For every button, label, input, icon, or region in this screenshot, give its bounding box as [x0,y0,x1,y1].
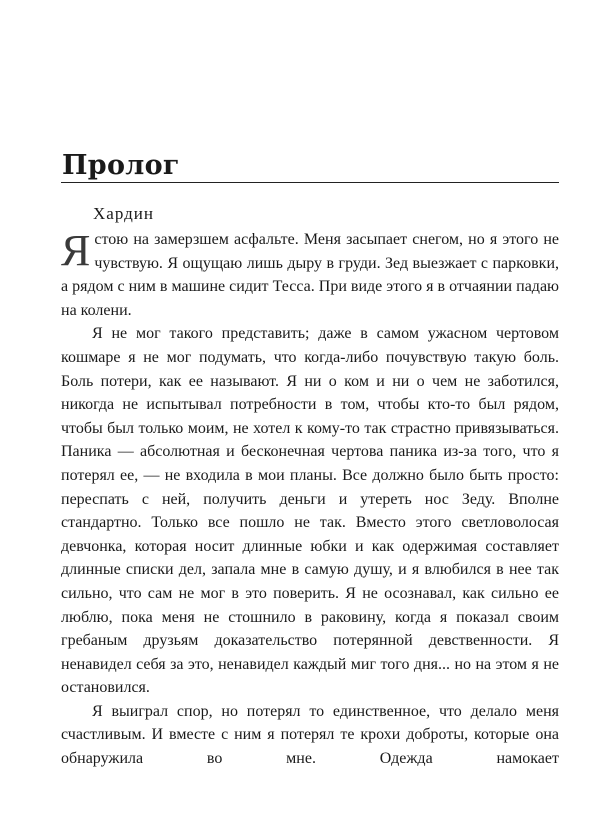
drop-cap: Я [61,226,91,275]
paragraph [61,228,559,322]
title-divider [61,182,559,183]
chapter-body [61,228,559,771]
paragraph: Я не мог такого представить; даже в самом ужасном чертовом кошмаре я не мог подумать, что когда-либо почувствую такую боль. Боль потери, как ее называют. Я ни о ком и ни о чем не заботился, никогда не испытывал потребности в том, чтобы кто-то был рядом, чтобы был только моим, не хотел к кому-то так страстно привязываться. Паника — абсолютная и бесконечная чертова паника из-за того, что я потерял ее, — не входила в мои планы. Все должно было быть просто: переспать с ней, получить деньги и утереть нос Зеду. Вполне стандартно. Только все пошло не так. Вместо этого светловолосая девчонка, которая носит длинные юбки и как одержимая составляет длинные списки дел, запала мне в самую душу, и я влюбился в нее так сильно, что сам не мог в это поверить. Я не осознавал, как сильно ее люблю, пока меня не стошнило в раковину, когда я показал своим гребаным друзьям доказательство потерянной девственности. Я ненавидел себя за это, ненавидел каждый миг того дня... но на этом я не остановился. [61,325,559,697]
narrator-name: Хардин [93,204,154,223]
chapter-title: Пролог [62,150,180,181]
paragraph: Я выиграл спор, но потерял то единственное, что делало меня счастливым. И вместе с ним я потерял те крохи доброты, которые она обнаружила во мне. Одежда намокает [61,702,559,768]
paragraph-text: стою на замерзшем асфальте. Меня засыпает снегом, но я этого не чувствую. Я ощущаю лишь дыру в груди. Зед выезжает с парковки, а рядом с ним в машине сидит Тесса. При виде этого я в отчаянии падаю на колени. [61,231,559,319]
